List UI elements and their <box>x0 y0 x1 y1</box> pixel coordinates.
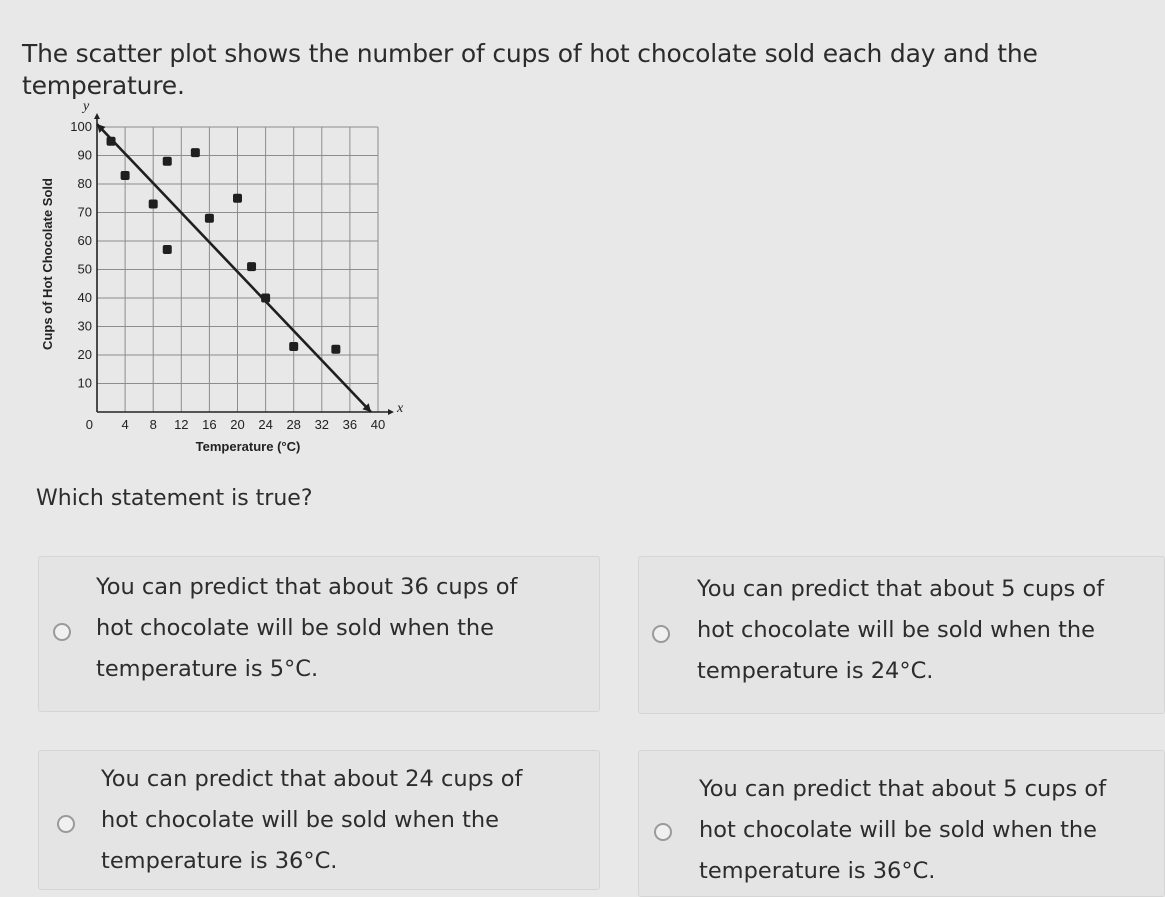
choice-3-line-1: You can predict that about 24 cups of <box>101 766 523 792</box>
choice-1-line-2: hot chocolate will be sold when the <box>96 615 494 641</box>
y-axis-label: Cups of Hot Chocolate Sold <box>40 178 55 350</box>
choice-3-line-2: hot chocolate will be sold when the <box>101 807 499 833</box>
choice-4-line-2: hot chocolate will be sold when the <box>699 817 1097 843</box>
y-tick-label: 70 <box>77 204 92 220</box>
data-point <box>247 262 256 271</box>
trend-line-segment <box>97 124 371 412</box>
choice-1-line-3: temperature is 5°C. <box>96 656 319 682</box>
radio-button-2[interactable] <box>652 625 670 643</box>
data-point <box>261 294 270 303</box>
y-tick-label: 10 <box>77 375 92 391</box>
y-axis-letter: y <box>83 99 90 114</box>
x-axis-arrow <box>388 409 394 415</box>
answer-choice-4[interactable] <box>638 750 1165 897</box>
x-tick-label: 8 <box>149 417 157 432</box>
data-point <box>191 148 200 157</box>
x-tick-label: 16 <box>202 417 217 432</box>
x-tick-label: 28 <box>286 417 301 432</box>
x-tick-label: 40 <box>370 417 386 432</box>
data-point <box>163 157 172 166</box>
scatter-plot-svg <box>30 92 430 472</box>
choice-4-line-3: temperature is 36°C. <box>699 858 936 884</box>
choice-3-text <box>101 759 522 882</box>
y-tick-label: 100 <box>70 119 92 134</box>
choice-2-line-1: You can predict that about 5 cups of <box>697 576 1105 602</box>
x-axis-label: Temperature (°C) <box>195 439 301 454</box>
x-tick-label: 4 <box>121 417 129 432</box>
data-point <box>205 214 214 223</box>
x-tick-label: 12 <box>174 417 189 432</box>
data-point <box>149 199 158 208</box>
y-tick-label: 50 <box>77 261 92 277</box>
answer-choice-2[interactable] <box>638 556 1165 714</box>
y-tick-label: 90 <box>77 147 92 163</box>
data-point <box>163 245 172 254</box>
radio-button-3[interactable] <box>57 815 75 833</box>
x-tick-label: 36 <box>342 417 358 432</box>
choice-2-text <box>697 569 1104 692</box>
y-tick-label: 30 <box>77 318 92 334</box>
choice-4-text <box>699 769 1106 892</box>
choice-1-line-1: You can predict that about 36 cups of <box>96 574 518 600</box>
choice-1-text <box>96 567 517 690</box>
x-tick-label: 0 <box>85 417 93 432</box>
x-axis-letter: x <box>397 401 404 416</box>
data-point <box>121 171 130 180</box>
scatter-plot <box>30 92 430 472</box>
y-axis-arrow <box>94 113 100 119</box>
trend-line <box>97 124 371 412</box>
radio-button-4[interactable] <box>654 823 672 841</box>
y-tick-label: 40 <box>77 290 92 305</box>
x-tick-label: 20 <box>230 417 245 432</box>
x-tick-label: 24 <box>258 417 273 432</box>
y-tick-label: 20 <box>77 347 92 362</box>
prompt-text: Which statement is true? <box>36 486 313 511</box>
choice-2-line-3: temperature is 24°C. <box>697 658 934 684</box>
x-tick-label: 32 <box>314 417 330 432</box>
data-point <box>233 194 242 203</box>
data-point <box>289 342 298 351</box>
choice-2-line-2: hot chocolate will be sold when the <box>697 617 1095 643</box>
answer-choice-1[interactable] <box>38 556 600 712</box>
data-point <box>331 345 340 354</box>
question-text: The scatter plot shows the number of cups of hot chocolate sold each day and the temperature. <box>22 39 1038 100</box>
radio-button-1[interactable] <box>53 623 71 641</box>
y-tick-label: 80 <box>77 176 92 191</box>
choice-4-line-1: You can predict that about 5 cups of <box>699 776 1107 802</box>
y-tick-label: 60 <box>77 233 92 248</box>
choice-3-line-3: temperature is 36°C. <box>101 848 338 874</box>
answer-choice-3[interactable] <box>38 750 600 890</box>
data-point <box>107 137 116 146</box>
